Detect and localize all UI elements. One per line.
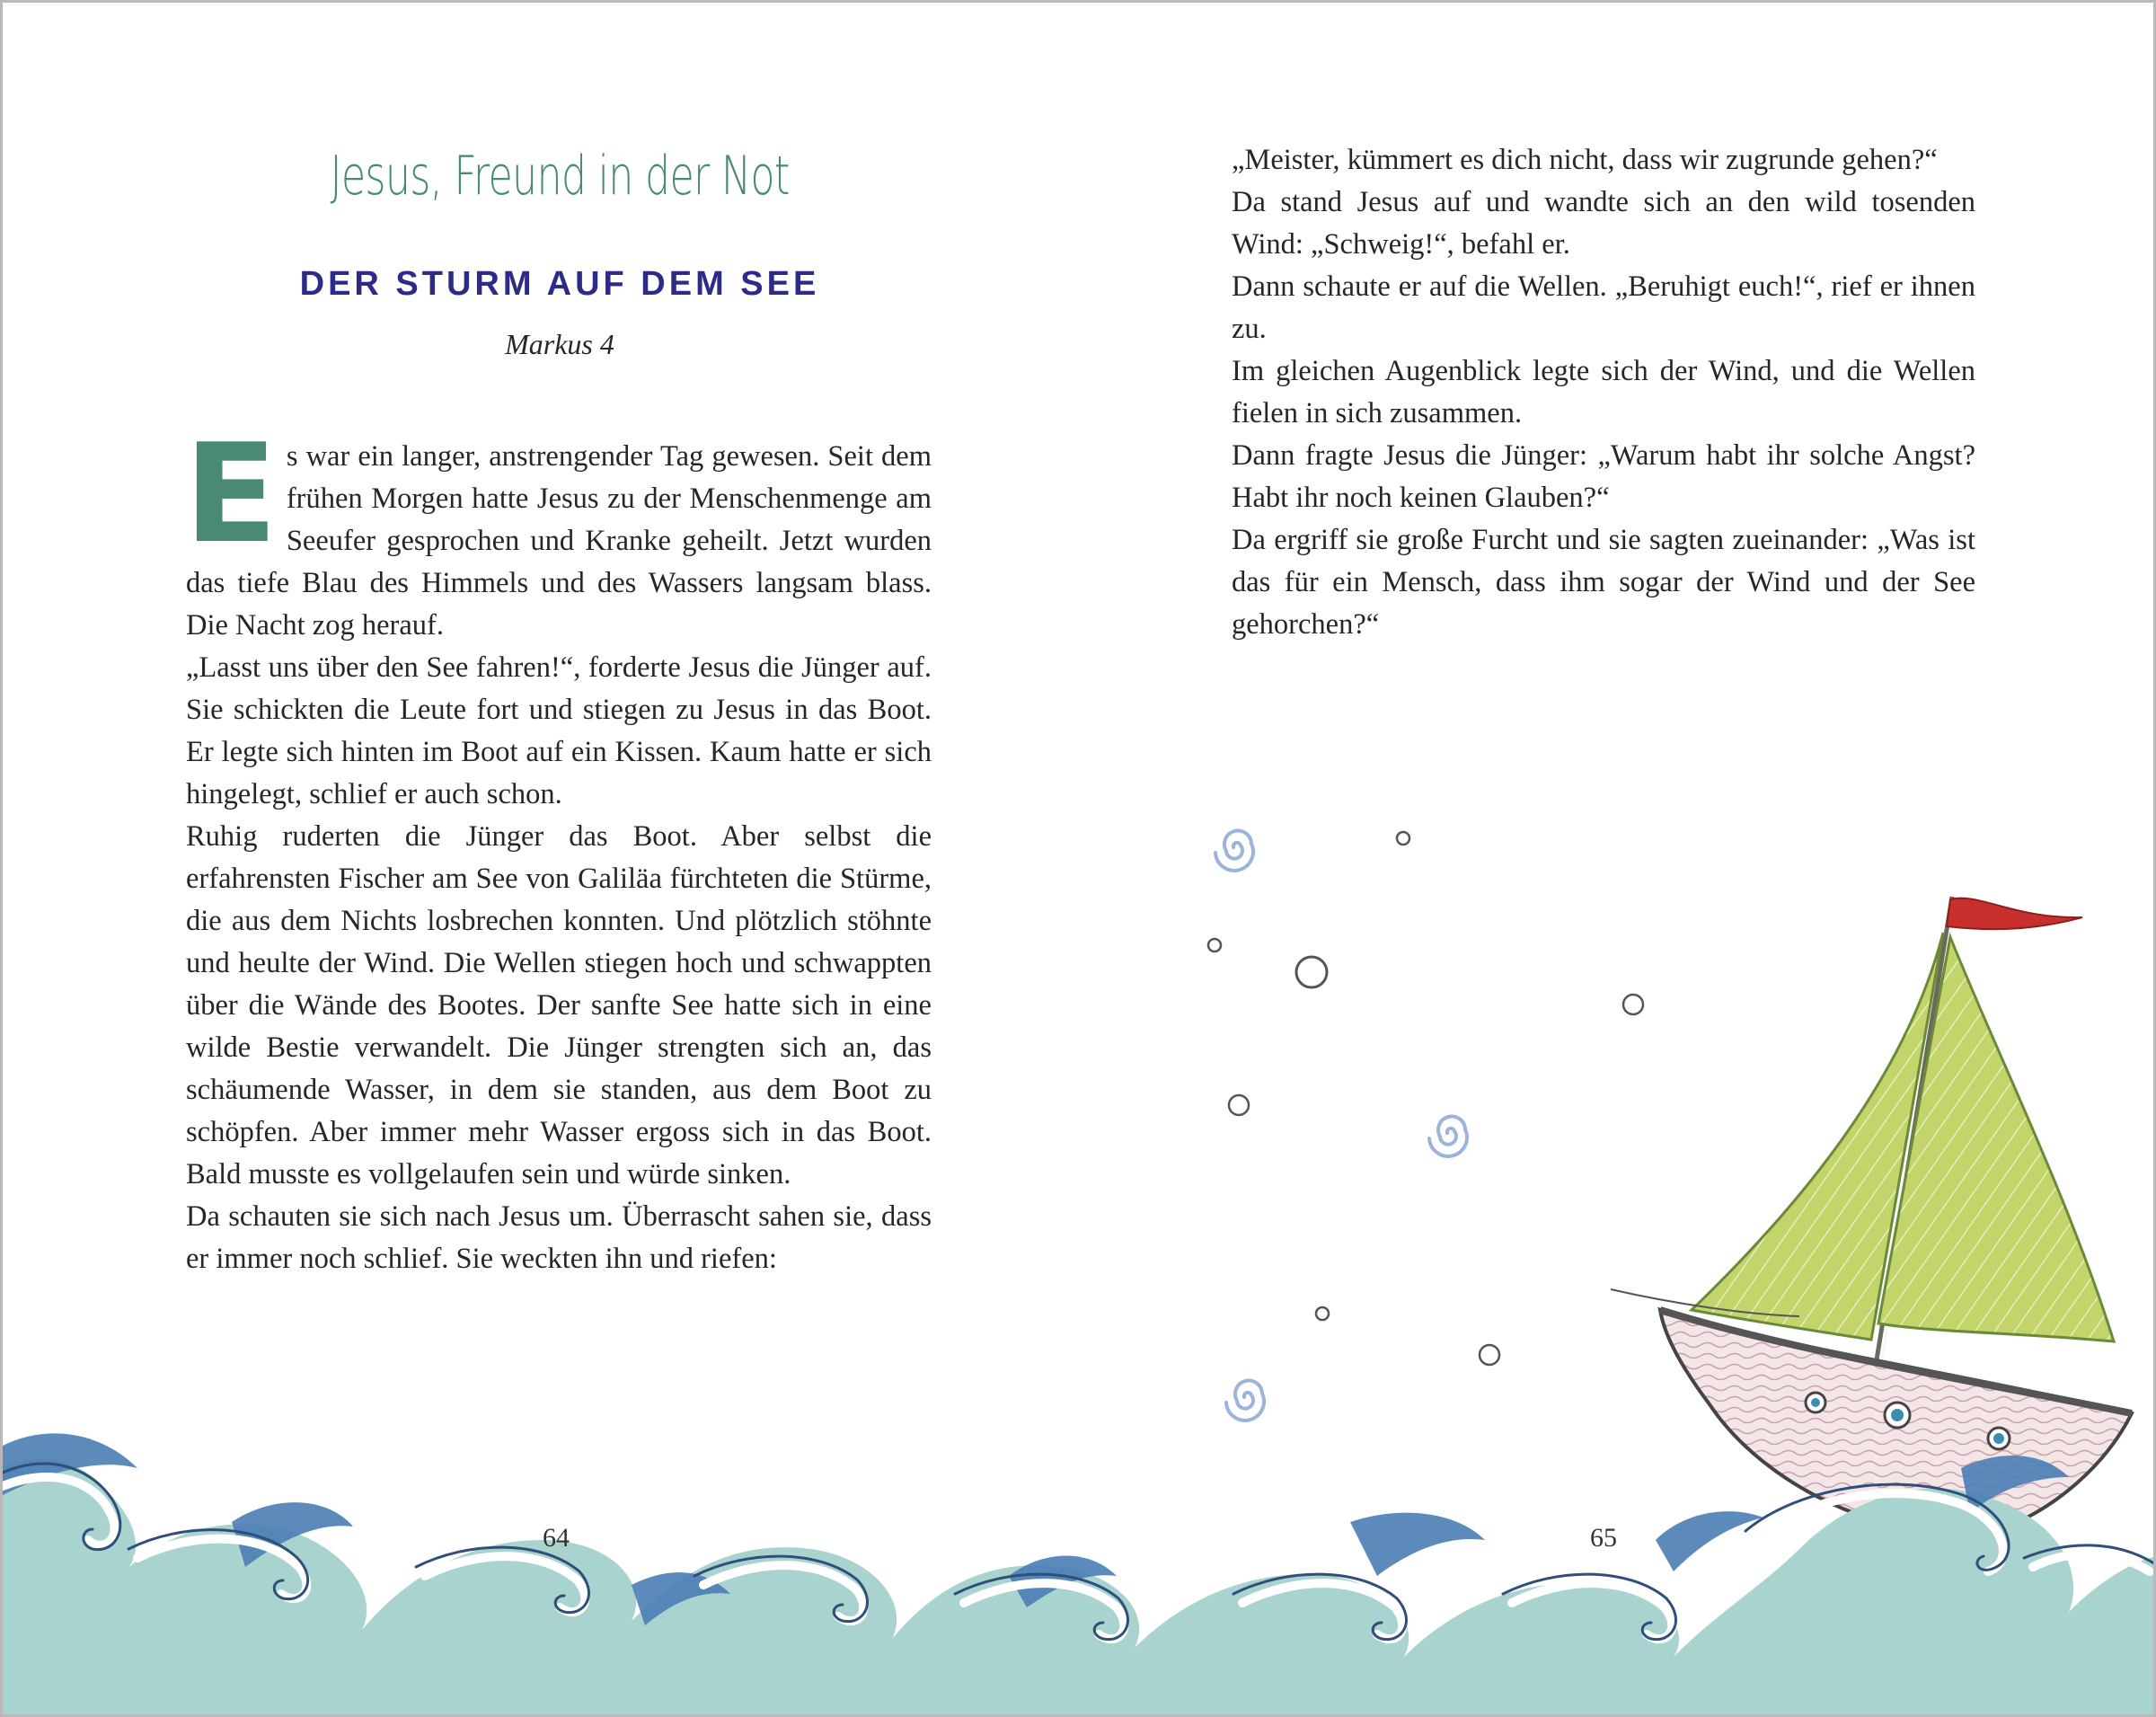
drop-cap: E	[184, 414, 278, 573]
chapter-title: Jesus, Freund in der Not	[330, 145, 790, 208]
paragraph: Im gleichen Augenblick legte sich der Wind, und die Wellen fielen in sich zusammen.	[1232, 355, 1975, 429]
paragraph: Dann schaute er auf die Wellen. „Beruhigt euch!“, rief er ihnen zu.	[1232, 270, 1975, 345]
page-number-right: 65	[1590, 1523, 1617, 1553]
paragraph: Dann fragte Jesus die Jünger: „Warum habt ihr solche Angst? Habt ihr noch keinen Glauben?“	[1232, 439, 1975, 514]
page-number-left: 64	[543, 1523, 570, 1553]
paragraph-text: s war ein langer, anstrengender Tag gewesen. Seit dem frühen Morgen hatte Jesus zu der Menschenmenge am Seeufer gesprochen und Kranke geheilt. Jetzt wurden das tiefe Blau des Himmels und des Wassers langsam blass. Die Nacht zog herauf.	[186, 440, 932, 642]
paragraph: Ruhig ruderten die Jünger das Boot. Aber selbst die erfahrensten Fischer am See von Galiläa fürchteten die Stürme, die aus dem Nichts losbrechen konnten. Und plötzlich stöhnte und heulte der Wind. Die Wellen stiegen hoch und schwappten über die Wände des Bootes. Der sanfte See hatte sich in eine wilde Bestie verwandelt. Die Jünger strengten sich an, das schäumende Wasser, in dem sie standen, aus dem Boot zu schöpfen. Aber immer mehr Wasser ergoss sich in das Boot. Bald musste es vollgelaufen sein und würde sinken.	[186, 820, 932, 1190]
red-flag	[1947, 898, 2082, 930]
right-sail	[1878, 937, 2114, 1341]
paragraph: „Lasst uns über den See fahren!“, forderte Jesus die Jünger auf. Sie schickten die Leute fort und stiegen zu Jesus in das Boot. Er legte sich hinten im Boot auf ein Kissen. Kaum hatte er sich hingelegt, schlief er auch schon.	[186, 651, 932, 810]
waves-illustration	[3, 1396, 2156, 1717]
paragraph: Da ergriff sie große Furcht und sie sagten zueinander: „Was ist das für ein Mensch, dass ihm sogar der Wind und der See gehorchen?“	[1232, 524, 1975, 641]
story-heading: DER STURM AUF DEM SEE	[299, 265, 820, 303]
paragraph: „Meister, kümmert es dich nicht, dass wir zugrunde gehen?“	[1232, 144, 1938, 176]
scripture-reference: Markus 4	[505, 328, 614, 360]
paragraph: Da stand Jesus auf und wandte sich an den wild tosenden Wind: „Schweig!“, befahl er.	[1232, 186, 1975, 261]
paragraph: Da schauten sie sich nach Jesus um. Überrascht sahen sie, dass er immer noch schlief. Sie weckten ihn und riefen:	[186, 1200, 932, 1275]
